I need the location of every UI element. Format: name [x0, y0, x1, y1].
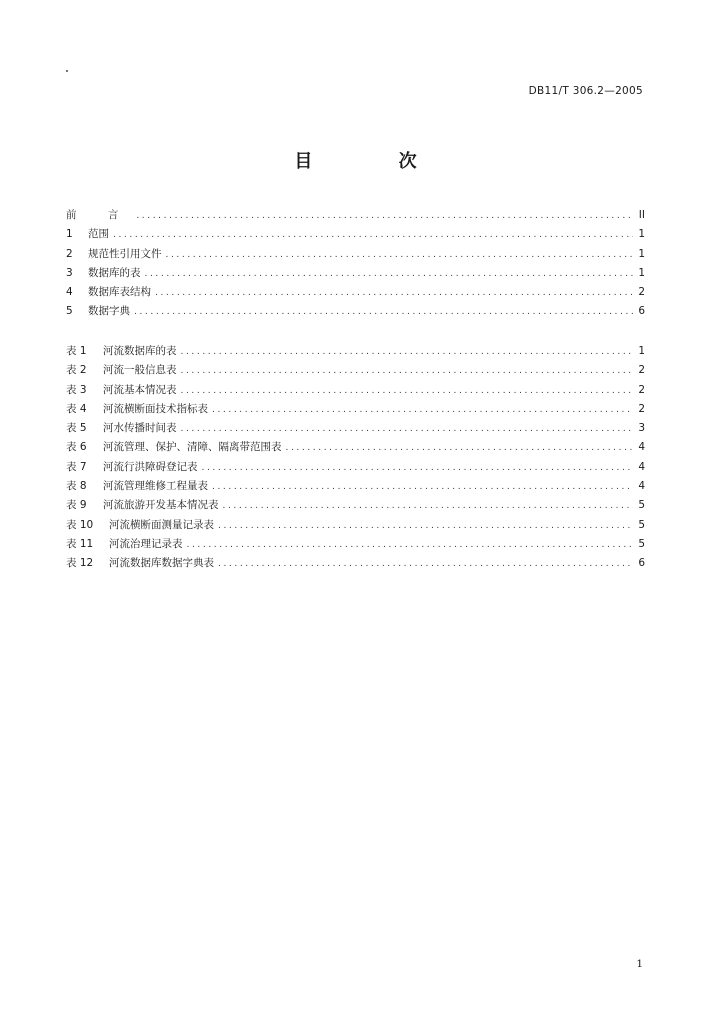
toc-entry-number: 1 [66, 228, 73, 241]
table-page: 2 [638, 402, 645, 415]
table-title: 河流旅游开发基本情况表 [103, 499, 219, 512]
table-number: 表 6 [66, 441, 87, 454]
table-page: 5 [638, 537, 645, 550]
dot-leader [166, 246, 634, 265]
toc-entry[interactable] [66, 302, 645, 321]
dot-leader [286, 439, 634, 458]
table-page: 6 [638, 557, 645, 570]
dot-leader [218, 555, 633, 574]
table-title: 河流管理、保护、清障、隔离带范围表 [103, 441, 282, 454]
dot-leader [202, 459, 634, 478]
table-page: 5 [638, 499, 645, 512]
toc-tables [66, 342, 645, 574]
table-page: 4 [638, 441, 645, 454]
table-page: 4 [638, 460, 645, 473]
toc-entry[interactable] [66, 206, 645, 225]
toc-entry-page: 1 [638, 247, 645, 260]
table-list-entry[interactable] [66, 458, 645, 477]
table-page: 2 [638, 364, 645, 377]
toc-entry-label: 数据库的表 [88, 266, 141, 279]
toc-entry-number: 5 [66, 305, 73, 318]
dot-leader [136, 207, 633, 226]
dot-leader [187, 536, 634, 555]
table-list-entry[interactable] [66, 419, 645, 438]
table-title: 河流数据库的表 [103, 345, 177, 357]
toc-entry-label: 数据字典 [88, 305, 130, 318]
dot-leader [223, 497, 634, 516]
table-page: 4 [638, 480, 645, 493]
table-page: 2 [638, 383, 645, 396]
dot-leader [212, 401, 633, 420]
table-title: 河流行洪障碍登记表 [103, 460, 198, 473]
toc-sections [66, 206, 645, 322]
dot-leader [181, 420, 634, 439]
table-number: 表 9 [66, 499, 87, 512]
toc-entry-page: II [638, 209, 645, 221]
toc-entry-page: 1 [638, 228, 645, 241]
page-title: 目 次 [294, 151, 457, 172]
table-page: 3 [638, 422, 645, 435]
toc-entry[interactable] [66, 245, 645, 264]
table-number: 表 11 [66, 537, 94, 550]
table-number: 表 10 [66, 518, 94, 531]
toc-entry[interactable] [66, 283, 645, 302]
table-number: 表 7 [66, 460, 87, 473]
table-number: 表 1 [66, 345, 87, 357]
table-list-entry[interactable] [66, 496, 645, 515]
table-number: 表 8 [66, 480, 87, 493]
toc-entry-page: 2 [638, 286, 645, 299]
dot-leader [155, 284, 633, 303]
table-list-entry[interactable] [66, 381, 645, 400]
table-title: 河流管理维修工程量表 [103, 480, 208, 493]
table-page: 5 [638, 518, 645, 531]
table-title: 河流数据库数据字典表 [109, 557, 214, 570]
toc-entry-page: 6 [638, 305, 645, 318]
dot-leader [181, 382, 634, 401]
page-number: 1 [636, 958, 643, 970]
table-title: 河流基本情况表 [103, 383, 177, 396]
table-list-entry[interactable] [66, 477, 645, 496]
dot-leader [181, 343, 634, 362]
toc-entry-number: 4 [66, 286, 73, 299]
table-number: 表 5 [66, 422, 87, 435]
dot-leader [181, 362, 634, 381]
table-title: 河水传播时间表 [103, 422, 177, 435]
table-title: 河流横断面技术指标表 [103, 402, 208, 415]
dot-leader [145, 265, 634, 284]
dot-leader [218, 517, 633, 536]
toc-entry[interactable] [66, 264, 645, 283]
table-number: 表 3 [66, 383, 87, 396]
toc-entry-page: 1 [638, 266, 645, 279]
toc-entry-number: 2 [66, 247, 73, 260]
table-number: 表 2 [66, 364, 87, 377]
toc-entry-number: 3 [66, 266, 73, 279]
table-list-entry[interactable] [66, 361, 645, 380]
table-page: 1 [638, 345, 645, 357]
table-list-entry[interactable] [66, 400, 645, 419]
table-title: 河流治理记录表 [109, 537, 183, 550]
table-list-entry[interactable] [66, 342, 645, 361]
table-number: 表 4 [66, 402, 87, 415]
table-list-entry[interactable] [66, 535, 645, 554]
toc-entry-label: 范围 [88, 228, 109, 241]
dot-leader [134, 303, 633, 322]
dot-leader [113, 226, 633, 245]
table-title: 河流横断面测量记录表 [109, 518, 214, 531]
toc-entry-label: 数据库表结构 [88, 286, 151, 299]
scan-dot [66, 70, 68, 72]
standard-code: DB11/T 306.2—2005 [528, 85, 643, 97]
table-list-entry[interactable] [66, 554, 645, 573]
table-title: 河流一般信息表 [103, 364, 177, 377]
toc-entry[interactable] [66, 225, 645, 244]
table-number: 表 12 [66, 557, 94, 570]
table-list-entry[interactable] [66, 438, 645, 457]
toc-entry-label: 前 言 [66, 209, 133, 221]
dot-leader [212, 478, 633, 497]
toc-entry-label: 规范性引用文件 [88, 247, 162, 260]
table-list-entry[interactable] [66, 516, 645, 535]
